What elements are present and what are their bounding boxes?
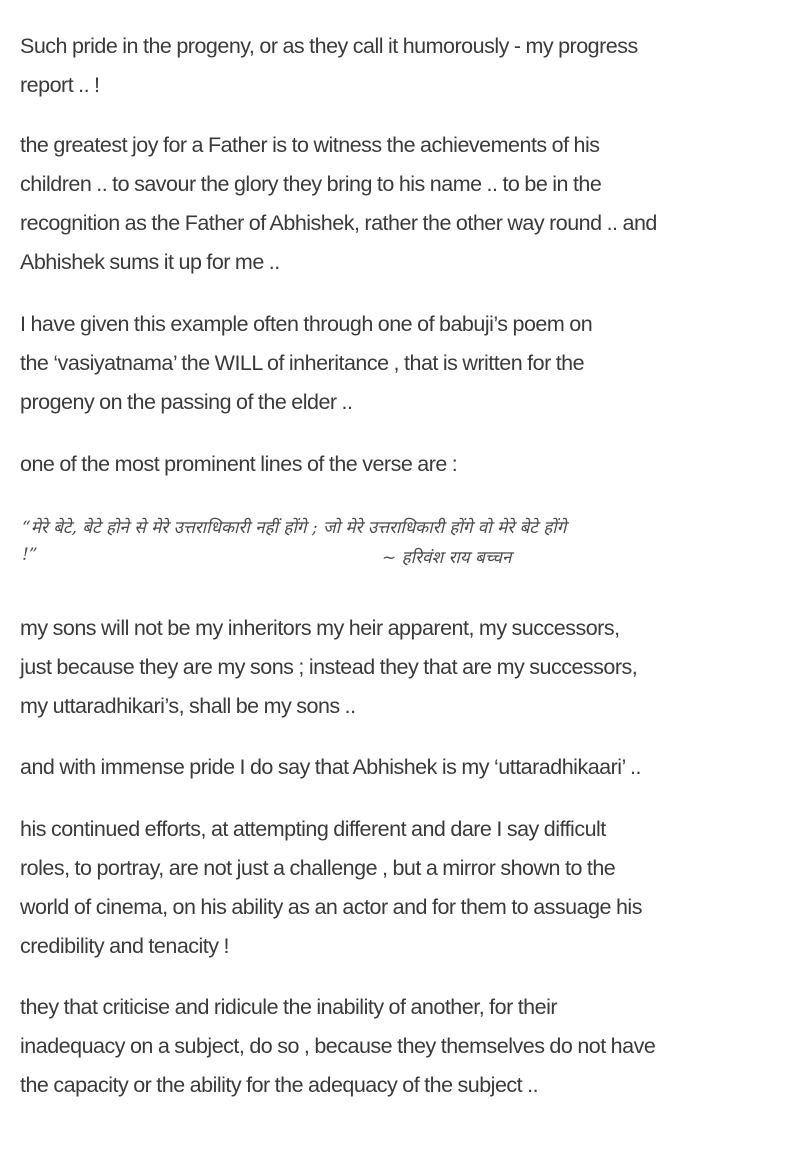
paragraph-line: children .. to savour the glory they bring to his name .. to be in the xyxy=(20,172,602,196)
paragraph-fathers-joy xyxy=(20,126,792,282)
paragraph-line: the capacity or the ability for the adequacy of the subject .. xyxy=(20,1073,539,1097)
paragraph-criticise xyxy=(20,988,792,1105)
paragraph-line: Such pride in the progeny, or as they call it humorously - my progress xyxy=(20,34,638,58)
hindi-verse-quote xyxy=(22,512,792,582)
quote-author: ~ हरिवंश राय बच्चन xyxy=(382,548,512,568)
paragraph-line: just because they are my sons ; instead they that are my successors, xyxy=(20,655,638,679)
paragraph-immense-pride xyxy=(20,748,792,787)
paragraph-line: his continued efforts, at attempting different and dare I say difficult xyxy=(20,817,606,841)
paragraph-line: and with immense pride I do say that Abhishek is my ‘uttaradhikaari’ .. xyxy=(20,755,641,779)
paragraph-line: I have given this example often through one of babuji’s poem on xyxy=(20,312,593,336)
paragraph-line: report .. ! xyxy=(20,73,100,97)
paragraph-continued-efforts xyxy=(20,810,792,966)
quote-line-end: !” xyxy=(22,545,38,565)
paragraph-progress-report xyxy=(20,27,792,105)
paragraph-line: inadequacy on a subject, do so , because they themselves do not have xyxy=(20,1034,656,1058)
paragraph-sons-inheritors xyxy=(20,609,792,726)
paragraph-line: world of cinema, on his ability as an actor and for them to assuage his xyxy=(20,895,642,919)
paragraph-line: roles, to portray, are not just a challenge , but a mirror shown to the xyxy=(20,856,616,880)
paragraph-line: progeny on the passing of the elder .. xyxy=(20,390,353,414)
paragraph-line: my uttaradhikari’s, shall be my sons .. xyxy=(20,694,356,718)
quote-line: “मेरे बेटे, बेटे होने से मेरे उत्तराधिकारी नहीं होंगे ; जो मेरे उत्तराधिकारी होंगे वो मेरे बेटे होंगे xyxy=(22,518,567,538)
paragraph-line: one of the most prominent lines of the verse are : xyxy=(20,452,458,476)
paragraph-line: the greatest joy for a Father is to witness the achievements of his xyxy=(20,133,600,157)
paragraph-line: credibility and tenacity ! xyxy=(20,934,229,958)
paragraph-line: recognition as the Father of Abhishek, rather the other way round .. and xyxy=(20,211,657,235)
paragraph-vasiyatnama xyxy=(20,305,792,422)
paragraph-line: my sons will not be my inheritors my heir apparent, my successors, xyxy=(20,616,620,640)
paragraph-line: the ‘vasiyatnama’ the WILL of inheritance , that is written for the xyxy=(20,351,585,375)
paragraph-prominent-lines xyxy=(20,445,792,484)
paragraph-line: Abhishek sums it up for me .. xyxy=(20,250,280,274)
paragraph-line: they that criticise and ridicule the inability of another, for their xyxy=(20,995,558,1019)
